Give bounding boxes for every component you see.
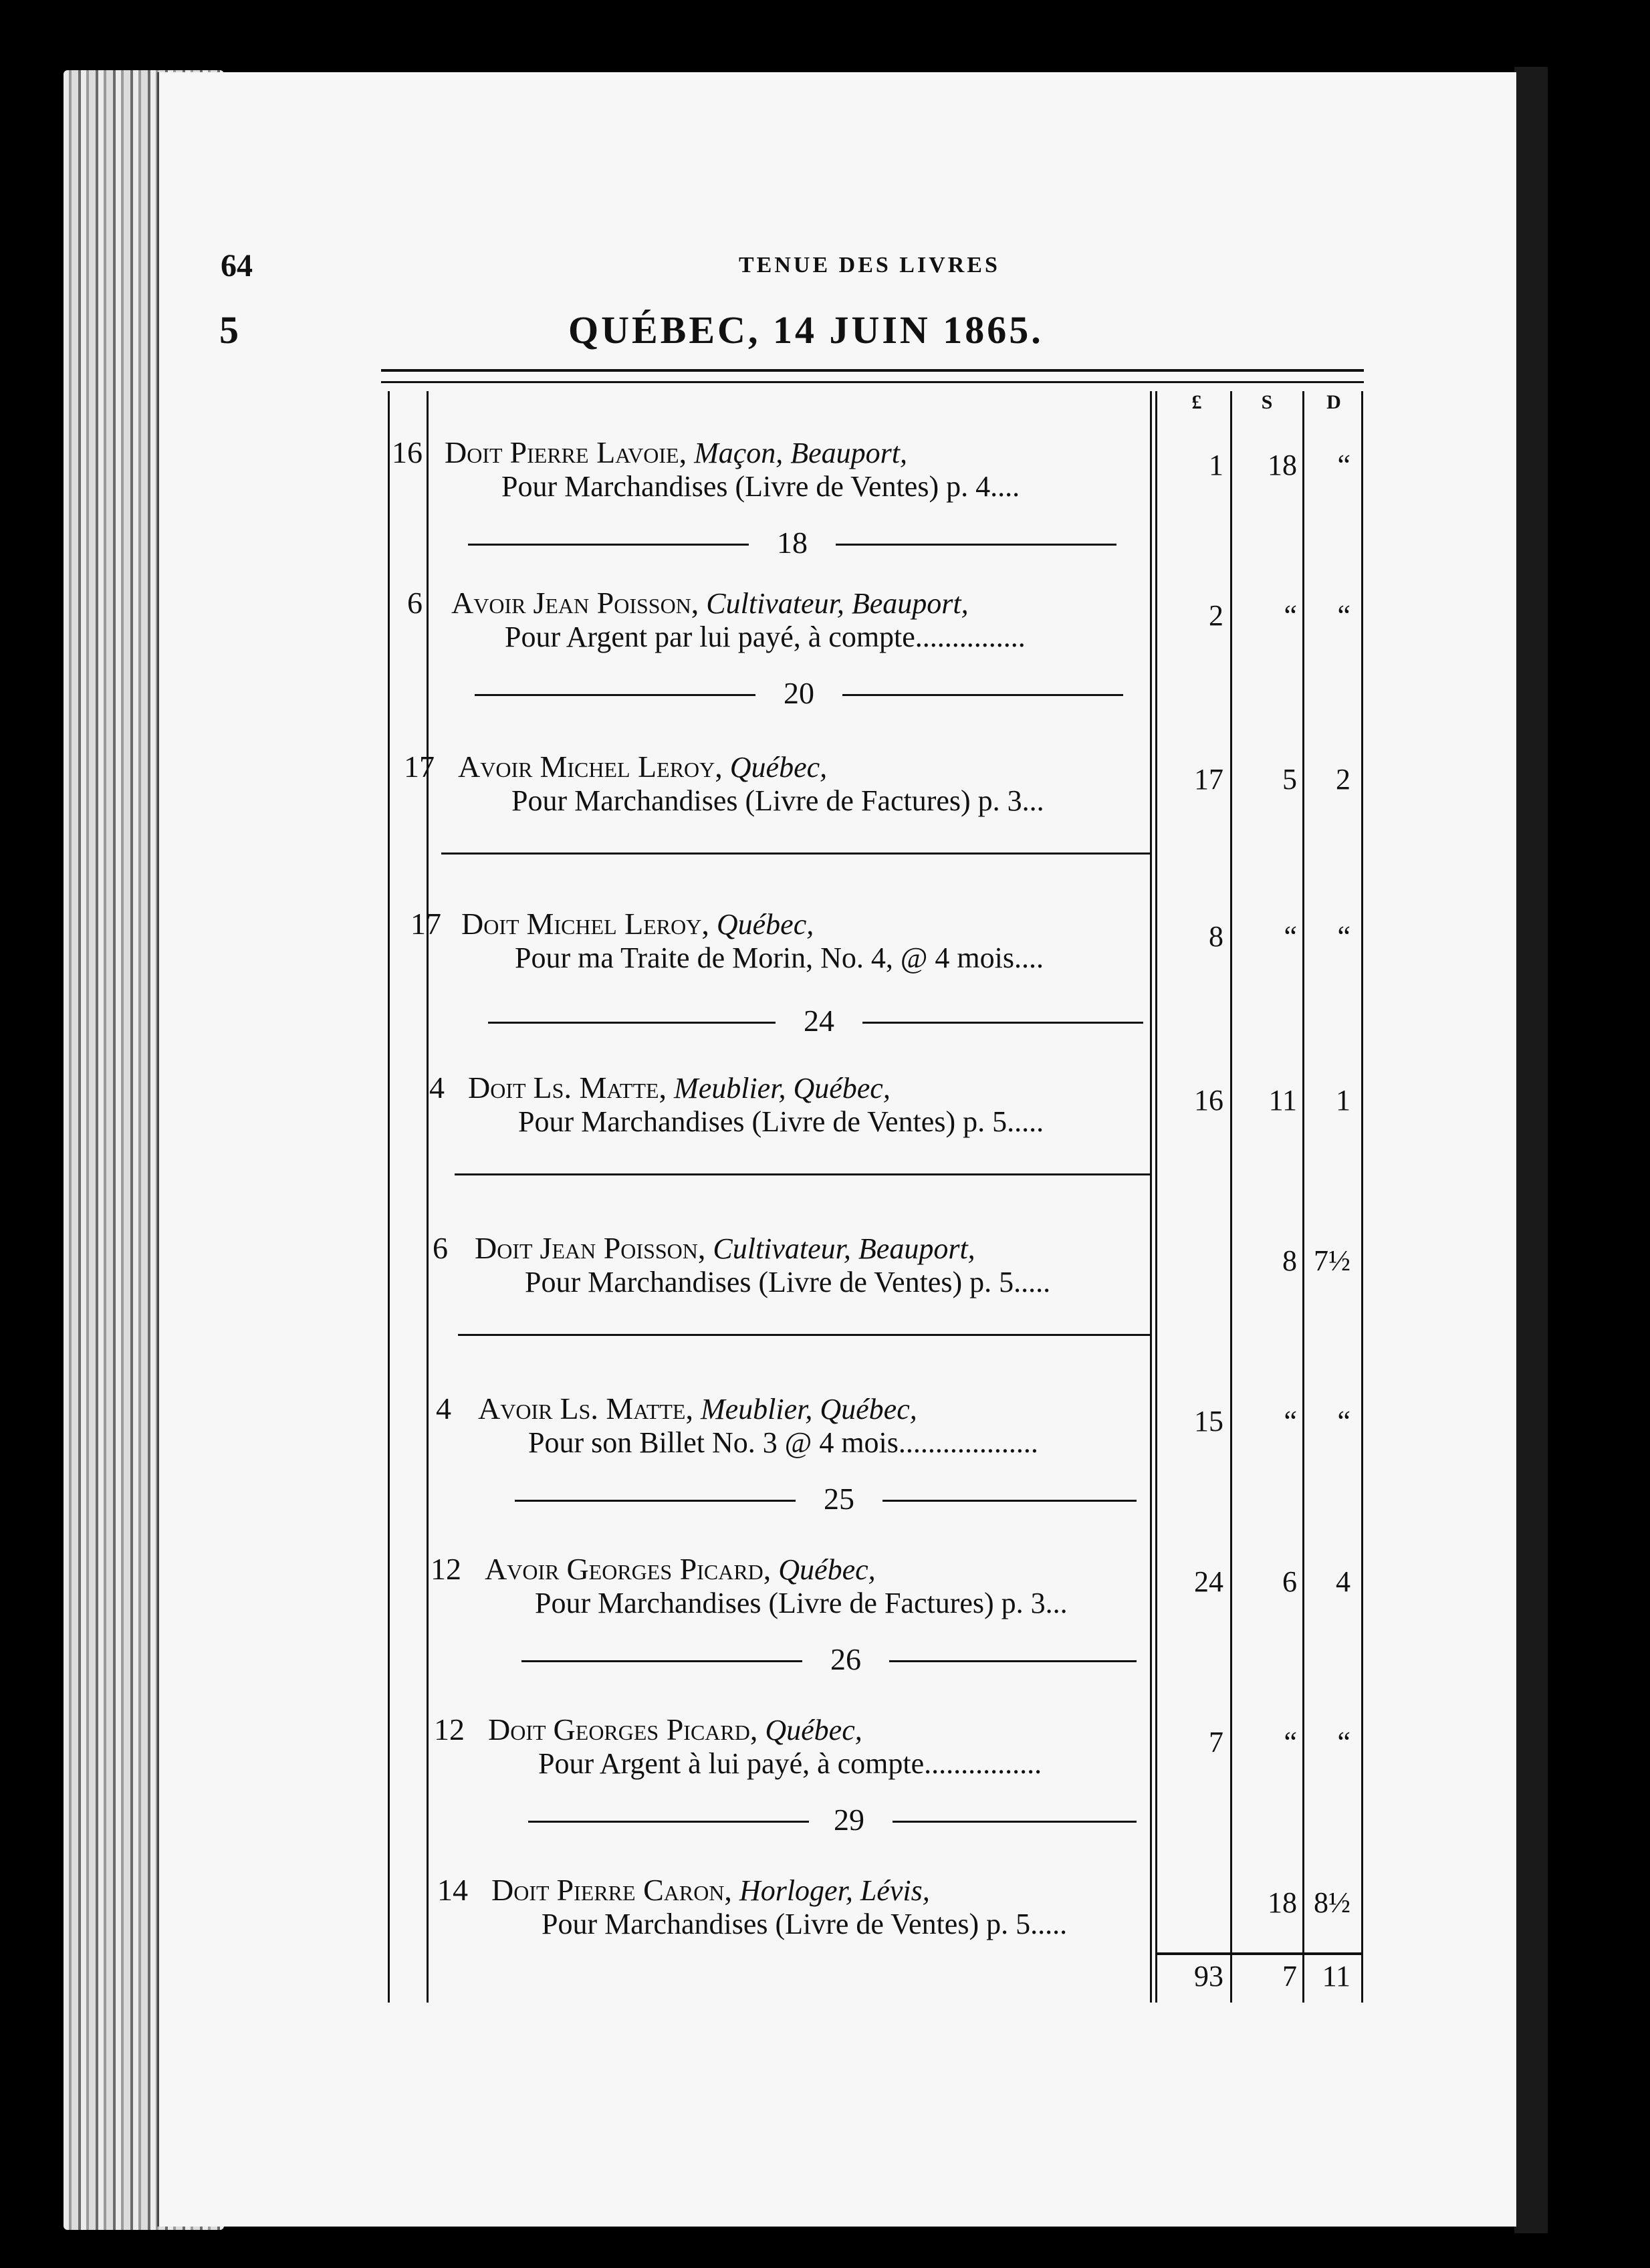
entry-pence: “ — [1337, 599, 1350, 632]
entry-shillings: 8 — [1282, 1244, 1297, 1277]
entry-heading — [445, 435, 907, 470]
entry-heading — [475, 1230, 975, 1266]
entry-heading — [478, 1391, 917, 1426]
entry-pounds: 7 — [1209, 1726, 1223, 1759]
entry-name: Ls. Matte, — [560, 1391, 693, 1426]
entry-heading — [451, 585, 969, 620]
journal-ledger — [381, 391, 1364, 2003]
entry-shillings: 6 — [1282, 1565, 1297, 1598]
entry-pounds: 15 — [1194, 1405, 1223, 1438]
entry-description: Québec, — [729, 751, 828, 784]
entry-folio: 6 — [433, 1231, 448, 1265]
entry-pence: “ — [1337, 920, 1350, 953]
journal-entry — [381, 435, 1364, 508]
entry-description: Horloger, Lévis, — [739, 1874, 930, 1907]
journal-entry — [381, 1872, 1364, 1946]
entry-folio: 14 — [437, 1873, 468, 1907]
entry-pence: 4 — [1336, 1565, 1350, 1598]
entry-folio: 4 — [429, 1070, 445, 1105]
journal-entry — [381, 1391, 1364, 1464]
entry-kind: Doit — [475, 1231, 533, 1265]
entry-kind: Doit — [461, 907, 519, 941]
entry-name: Jean Poisson, — [533, 586, 699, 620]
total-shillings: 7 — [1282, 1960, 1297, 1993]
entry-heading — [461, 906, 814, 941]
entry-description: Québec, — [716, 908, 814, 941]
entry-kind: Avoir — [451, 586, 526, 620]
entry-pence: 1 — [1336, 1084, 1350, 1117]
entry-detail: Pour ma Traite de Morin, No. 4, @ 4 mois.... — [515, 941, 1044, 974]
entry-folio: 17 — [404, 750, 435, 784]
entry-folio: 6 — [407, 586, 423, 620]
entry-heading — [491, 1872, 930, 1908]
entry-detail: Pour Argent par lui payé, à compte............... — [505, 620, 1026, 653]
entry-description: Cultivateur, Beauport, — [706, 587, 969, 620]
entry-name: Michel Leroy, — [526, 907, 709, 941]
entry-folio: 12 — [431, 1552, 461, 1586]
shillings-header: S — [1261, 391, 1273, 413]
day-separator: 25 — [428, 1481, 1150, 1521]
entry-pence: 8½ — [1314, 1886, 1350, 1919]
entry-description: Meublier, Québec, — [700, 1393, 917, 1426]
entry-name: Georges Picard, — [553, 1712, 758, 1746]
entry-shillings: “ — [1284, 599, 1297, 632]
entry-pounds: 16 — [1194, 1084, 1223, 1117]
journal-entry — [381, 585, 1364, 659]
entry-name: Ls. Matte, — [533, 1070, 667, 1105]
pence-header: D — [1326, 391, 1341, 413]
entry-kind: Doit — [468, 1070, 526, 1105]
entry-pence: 7½ — [1314, 1244, 1350, 1277]
entry-kind: Doit — [491, 1873, 550, 1907]
total-pence: 11 — [1322, 1960, 1350, 1993]
entry-shillings: “ — [1284, 920, 1297, 953]
journal-entry — [381, 1551, 1364, 1625]
total-rule — [1157, 1952, 1361, 1955]
entry-name: Pierre Caron, — [556, 1873, 732, 1907]
entry-shillings: 18 — [1268, 1886, 1297, 1919]
entry-detail: Pour Marchandises (Livre de Factures) p. 3... — [511, 784, 1044, 817]
running-header — [0, 247, 1650, 288]
entry-pence: “ — [1337, 1405, 1350, 1438]
entry-rule — [455, 1173, 1150, 1175]
day-separator: 26 — [428, 1641, 1150, 1682]
entry-pounds: 24 — [1194, 1565, 1223, 1598]
day-separator: 29 — [428, 1802, 1150, 1842]
entry-name: Michel Leroy, — [540, 750, 723, 784]
entry-pence: “ — [1337, 1726, 1350, 1759]
entry-description: Cultivateur, Beauport, — [713, 1232, 975, 1265]
entry-detail: Pour Marchandises (Livre de Ventes) p. 5..... — [525, 1266, 1051, 1298]
total-pounds: 93 — [1194, 1960, 1223, 1993]
journal-entry — [381, 1070, 1364, 1143]
entry-name: Jean Poisson, — [540, 1231, 706, 1265]
entry-description: Québec, — [765, 1714, 862, 1746]
entry-detail: Pour Marchandises (Livre de Ventes) p. 4.... — [501, 470, 1020, 503]
entry-pence: “ — [1337, 449, 1350, 481]
entry-heading — [488, 1712, 862, 1747]
day-separator: 20 — [428, 675, 1150, 715]
entry-detail: Pour Marchandises (Livre de Ventes) p. 5..... — [542, 1908, 1068, 1940]
journal-entry — [381, 749, 1364, 822]
entry-kind: Doit — [488, 1712, 546, 1746]
heading-rule-thin — [381, 381, 1364, 383]
entry-pounds: 8 — [1209, 920, 1223, 953]
entry-pounds: 17 — [1194, 763, 1223, 796]
entry-description: Meublier, Québec, — [674, 1072, 891, 1105]
journal-entry — [381, 1230, 1364, 1304]
entry-pence: 2 — [1336, 763, 1350, 796]
entry-description: Québec, — [778, 1553, 876, 1586]
entry-folio: 12 — [434, 1712, 465, 1746]
journal-entry — [381, 906, 1364, 980]
binding-shadow — [1514, 67, 1548, 2233]
pounds-header: £ — [1191, 391, 1202, 413]
day-separator: 24 — [428, 1003, 1150, 1043]
heading-rule — [381, 369, 1364, 372]
entry-kind: Doit — [445, 435, 503, 469]
journal-day-number: 5 — [219, 308, 239, 352]
entry-rule — [441, 853, 1150, 855]
entry-shillings: 18 — [1268, 449, 1297, 481]
entry-folio: 17 — [410, 907, 441, 941]
entry-shillings: 5 — [1282, 763, 1297, 796]
entry-kind: Avoir — [485, 1552, 560, 1586]
entry-name: Georges Picard, — [566, 1552, 772, 1586]
entry-description: Maçon, Beauport, — [694, 437, 908, 469]
journal-date: QUÉBEC, 14 JUIN 1865. — [568, 308, 1044, 352]
entry-pounds: 2 — [1209, 599, 1223, 632]
entry-heading — [485, 1551, 876, 1587]
entry-kind: Avoir — [478, 1391, 553, 1426]
entry-heading — [468, 1070, 891, 1105]
entry-pounds: 1 — [1209, 449, 1223, 481]
page-number: 64 — [221, 248, 253, 284]
entry-rule — [458, 1334, 1150, 1336]
journal-entry — [381, 1712, 1364, 1785]
entry-heading — [458, 749, 827, 784]
entry-folio: 4 — [436, 1391, 451, 1426]
entry-shillings: 11 — [1268, 1084, 1297, 1117]
date-heading — [0, 308, 1650, 354]
entry-detail: Pour Marchandises (Livre de Factures) p. 3... — [535, 1587, 1068, 1619]
day-separator: 18 — [428, 525, 1150, 565]
entry-detail: Pour Argent à lui payé, à compte................ — [538, 1747, 1042, 1780]
entry-shillings: “ — [1284, 1726, 1297, 1759]
entry-shillings: “ — [1284, 1405, 1297, 1438]
entry-folio: 16 — [392, 435, 423, 469]
entry-detail: Pour Marchandises (Livre de Ventes) p. 5..... — [518, 1105, 1044, 1138]
totals-row — [381, 1959, 1364, 1999]
entry-kind: Avoir — [458, 750, 533, 784]
entry-detail: Pour son Billet No. 3 @ 4 mois................... — [528, 1426, 1038, 1459]
entry-name: Pierre Lavoie, — [509, 435, 687, 469]
running-title: TENUE DES LIVRES — [739, 253, 1000, 277]
